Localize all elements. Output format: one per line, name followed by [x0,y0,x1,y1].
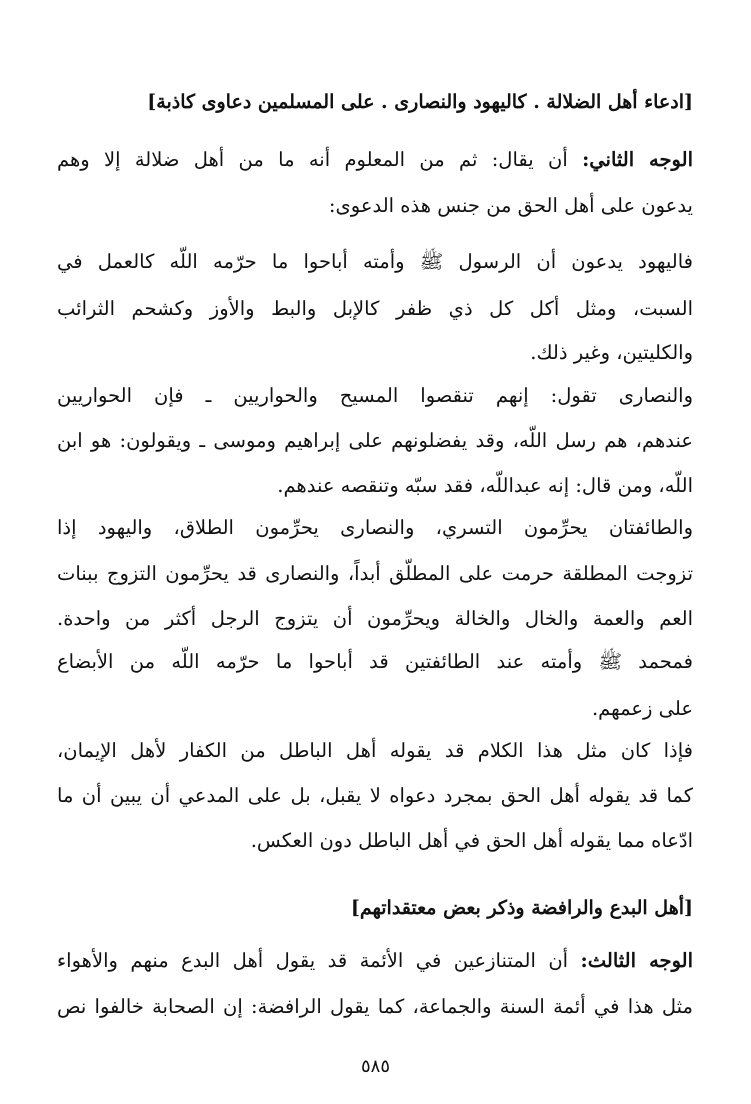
section-heading-false-claims: [ادعاء أهل الضلالة . كاليهود والنصارى . على المسلمين دعاوى كاذبة] [147,91,693,113]
text-line: والنصارى تقول: إنهم تنقصوا المسيح والحواريين ـ فإن الحواريين [57,384,693,407]
text-line: والطائفتان يحرِّمون التسري، والنصارى يحرِّمون الطلاق، واليهود إذا [57,516,693,539]
text-line: مثل هذا في أئمة السنة والجماعة، كما يقول الرافضة: إن الصحابة خالفوا نص [57,995,693,1018]
text-line: يدعون على أهل الحق من جنس هذه الدعوى: [328,194,693,217]
text-line: فمحمد ﷺ وأمته عند الطائفتين قد أباحوا ما حرّمه اللّه من الأبضاع [57,650,693,673]
text-line: فاليهود يدعون أن الرسول ﷺ وأمته أباحوا ما حرّمه اللّه كالعمل في [57,250,693,273]
text-line: كما قد يقوله أهل الحق بمجرد دعواه لا يقبل، بل على المدعي أن يبين أن ما [57,784,693,807]
paragraph-lead: الوجه الثاني: [582,148,693,171]
text-line: السبت، ومثل أكل كل ذي ظفر كالإبل والبط والأوز وكشحم الثرائب [57,297,693,320]
text-line: الوجه الثالث: أن المتنازعين في الأئمة قد يقول أهل البدع منهم والأهواء [57,949,693,972]
section-heading-innovators: [أهل البدع والرافضة وذكر بعض معتقداتهم] [350,897,693,919]
text-line: عندهم، هم رسل اللّه، وقد يفضلونهم على إبراهيم وموسى ـ ويقولون: هو ابن [57,429,693,452]
text-line: ادّعاه مما يقوله أهل الحق في أهل الباطل دون العكس. [250,829,693,852]
text-line: والكليتين، وغير ذلك. [530,341,693,364]
text-line: تزوجت المطلقة حرمت على المطلّق أبداً، والنصارى قد يحرِّمون التزوج ببنات [57,562,693,585]
text-line: على زعمهم. [591,697,693,720]
text-line: العم والعمة والخال والخالة ويحرِّمون أن يتزوج الرجل أكثر من واحدة. [57,607,693,630]
page-number: ٥٨٥ [360,1056,390,1077]
text-line: الوجه الثاني: أن يقال: ثم من المعلوم أنه ما من أهل ضلالة إلا وهم [57,148,693,171]
text-line: اللّه، ومن قال: إنه عبداللّه، فقد سبّه وتنقصه عندهم. [277,474,693,497]
paragraph-lead: الوجه الثالث: [580,949,693,972]
text-line: فإذا كان مثل هذا الكلام قد يقوله أهل الباطل من الكفار لأهل الإيمان، [57,739,693,762]
